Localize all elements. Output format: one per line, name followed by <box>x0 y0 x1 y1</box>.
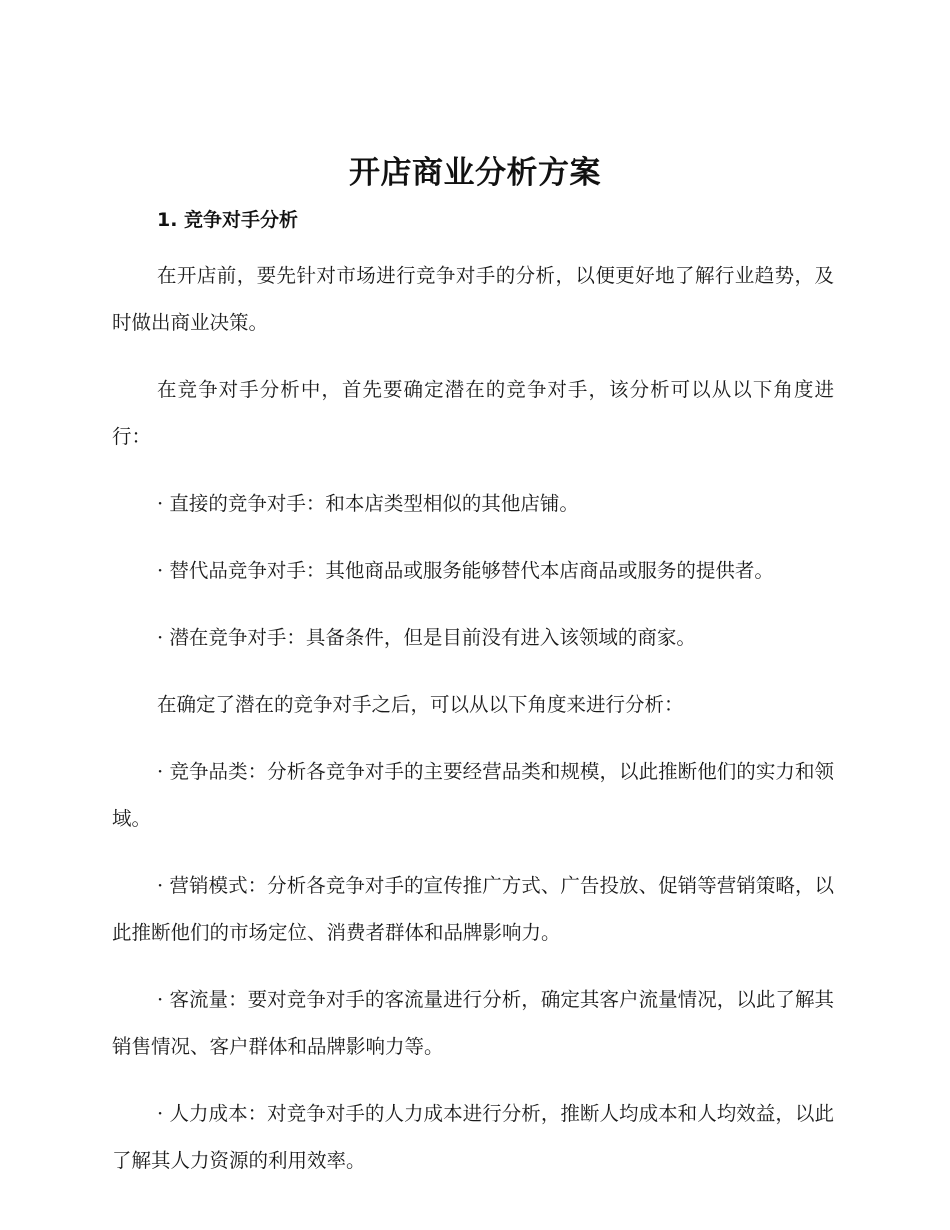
bullet-marketing-model: · 营销模式：分析各竞争对手的宣传推广方式、广告投放、促销等营销策略，以此推断他们的市场定位、消费者群体和品牌影响力。 <box>112 874 834 944</box>
document-title: 开店商业分析方案 <box>349 155 601 191</box>
paragraph-analysis-angles: 在确定了潜在的竞争对手之后，可以从以下角度来进行分析： <box>157 693 684 716</box>
bullet-direct-competitors: · 直接的竞争对手：和本店类型相似的其他店铺。 <box>157 492 579 515</box>
document-body <box>112 252 834 1204</box>
bullet-customer-traffic: · 客流量：要对竞争对手的客流量进行分析，确定其客户流量情况，以此了解其销售情况、客户群体和品牌影响力等。 <box>112 988 834 1058</box>
bullet-substitute-competitors: · 替代品竞争对手：其他商品或服务能够替代本店商品或服务的提供者。 <box>157 559 774 582</box>
section-heading: 1. 竞争对手分析 <box>157 209 299 231</box>
paragraph-identify-competitors: 在竞争对手分析中，首先要确定潜在的竞争对手，该分析可以从以下角度进行： <box>112 378 834 448</box>
bullet-potential-competitors: · 潜在竞争对手：具备条件，但是目前没有进入该领域的商家。 <box>157 626 696 649</box>
bullet-labor-cost: · 人力成本：对竞争对手的人力成本进行分析，推断人均成本和人均效益，以此了解其人力资源的利用效率。 <box>112 1102 834 1172</box>
bullet-competitive-categories: · 竞争品类：分析各竞争对手的主要经营品类和规模，以此推断他们的实力和领域。 <box>112 760 834 830</box>
paragraph-intro: 在开店前，要先针对市场进行竞争对手的分析，以便更好地了解行业趋势，及时做出商业决策。 <box>112 264 834 334</box>
